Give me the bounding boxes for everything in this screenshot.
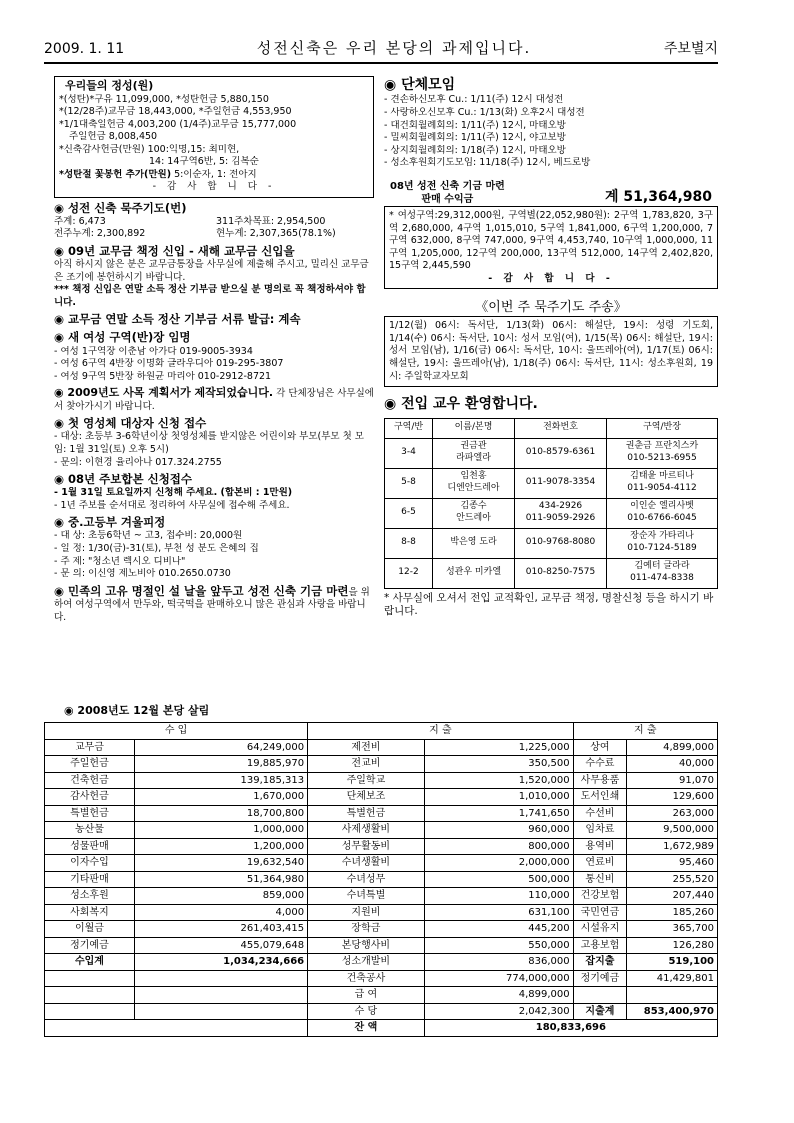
welcome-cell: 011-9078-3354 [515,468,607,498]
finance-balance-value: 180,833,696 [424,1020,717,1037]
fund-title: 08년 성전 신축 기금 마련 [390,180,505,192]
groups-item: - 성소후원회기도모임: 11/18(주) 12시, 베드로방 [384,157,591,169]
welcome-header-row [385,418,718,438]
finance-income-value: 1,670,000 [134,789,307,806]
prayer-cur-total: 현누계: 2,307,365(78.1%) [216,228,336,240]
finance-expense-label: 특별헌금 [308,805,425,822]
finance-income-head: 수 입 [45,723,308,740]
finance-row [45,805,718,822]
finance-expense-label: 본당행사비 [308,937,425,954]
finance-income-value: 19,632,540 [134,855,307,872]
newyear-body: 을 위하여 여성구역에서 만두와, 떡국떡을 판매하오니 많은 관심과 사랑을 바랍니다. [54,586,370,623]
offering-flower-line [59,169,369,182]
finance-expense-label [573,987,627,1004]
finance-expense-label: 급 여 [308,987,425,1004]
bulletin-item: - 1년 주보를 순서대로 정리하여 사무실에 접수해 주세요. [54,499,290,511]
rosary-body: 1/12(월) 06시: 독서단, 1/13(화) 06시: 해설단, 19시: 성령 기도회, 1/14(수) 06시: 독서단, 10시: 성서 모임(여), 1/15(목) 06시: 해설단, 19시: 성서 모임(남), 1/16(금) 06시: 독서단, 10시: 울뜨레아(여), 1/17(토) 06시: 해설단, 19시: 울뜨레아(남), 1/18(주) 06시: 독서단, 11시: 성소후원회, 19시: 주일학교자모회 [389,320,713,382]
fund-subtitle: 판매 수익금 [421,193,474,205]
welcome-row [385,468,718,498]
finance-expense-value: 1,010,000 [424,789,573,806]
welcome-col-head: 전화번호 [515,418,607,438]
finance-balance-label: 잔 액 [308,1020,425,1037]
offering-thanks: - 감 사 합 니 다 - [152,181,276,193]
finance-expense-value: 41,429,801 [627,970,718,987]
finance-expense-value: 500,000 [424,871,573,888]
welcome-cell: 8-8 [385,528,433,558]
finance-row [45,739,718,756]
finance-expense-label: 잡지출 [573,954,627,971]
offering-title: 우리들의 정성(원) [65,79,154,92]
finance-income-value: 18,700,800 [134,805,307,822]
finance-income-value: 64,249,000 [134,739,307,756]
finance-income-label: 성물판매 [45,838,135,855]
finance-expense-value: 631,100 [424,904,573,921]
finance-expense-label: 수수료 [573,756,627,773]
finance-expense-value: 853,400,970 [627,1003,718,1020]
welcome-cell: 김태윤 마르티나 011-9054-4112 [607,468,718,498]
communion-title: ◉ 첫 영성체 대상자 신청 접수 [54,416,207,431]
welcome-row [385,498,718,528]
header-right: 주보별지 [663,40,718,57]
groups-item: - 밀씨회월례회의: 1/11(주) 12시, 야고보방 [384,132,566,144]
dues-title: ◉ 09년 교무금 책정 신입 [54,244,185,258]
camp-item: - 대 상: 초등6학년 ~ 고3, 접수비: 20,000원 [54,530,243,542]
welcome-cell: 010-8250-7575 [515,558,607,588]
finance-expense-value: 4,899,000 [627,739,718,756]
finance-row [45,871,718,888]
finance-income-value: 455,079,648 [134,937,307,954]
finance-expense-value: 1,225,000 [424,739,573,756]
finance-row [45,937,718,954]
finance-income-label: 성소후원 [45,888,135,905]
finance-expense-label: 건축공사 [308,970,425,987]
finance-expense-label: 전교비 [308,756,425,773]
rosary-box [384,316,718,387]
offering-box [54,76,374,198]
finance-income-label: 기타판매 [45,871,135,888]
dues-title-rest: - 새해 교무금 신입을 [184,244,295,258]
finance-expense-label: 수녀특별 [308,888,425,905]
welcome-cell: 434-2926 011-9059-2926 [515,498,607,528]
fund-title-block [390,180,505,206]
finance-empty-cell [45,1020,308,1037]
finance-title: ◉ 2008년도 12월 본당 살림 [64,704,210,717]
finance-expense-value: 960,000 [424,822,573,839]
finance-income-label: 특별헌금 [45,805,135,822]
finance-expense-label: 연료비 [573,855,627,872]
welcome-row [385,438,718,468]
header-date: 2009. 1. 11 [44,40,125,57]
finance-expense-label: 정기예금 [573,970,627,987]
finance-income-value [134,987,307,1004]
newyear-notice [54,584,374,625]
finance-expense-label: 통신비 [573,871,627,888]
finance-expense-value: 1,741,650 [424,805,573,822]
offering-flower-label: *성탄절 꽃봉헌 추가(만원) [59,168,172,180]
welcome-cell: 권금관 라파엘라 [433,438,515,468]
welcome-cell: 김종수 안드레아 [433,498,515,528]
finance-expense-value: 774,000,000 [424,970,573,987]
finance-income-label: 이월금 [45,921,135,938]
welcome-title: ◉ 전입 교우 환영합니다. [384,396,538,413]
finance-expense-value: 1,672,989 [627,838,718,855]
finance-expense-value: 255,520 [627,871,718,888]
finance-expense-value: 365,700 [627,921,718,938]
plan-notice [54,386,374,413]
header-title: 성전신축은 우리 본당의 과제입니다. [256,39,532,58]
fund-total: 계 51,364,980 [605,188,712,205]
offering-line: 주일헌금 8,008,450 [69,131,158,143]
finance-expense-value: 110,000 [424,888,573,905]
leaders-title: ◉ 새 여성 구역(반)장 임명 [54,330,191,345]
fund-box [384,206,718,289]
finance-row [45,888,718,905]
offering-line: *1/1대축일헌금 4,003,200 (1/4주)교무금 15,777,000 [59,118,297,130]
welcome-cell: 12-2 [385,558,433,588]
finance-header-row [45,723,718,740]
finance-row [45,1020,718,1037]
communion-item: - 문의: 이현경 율리아나 017.324.2755 [54,456,222,468]
finance-expense-label: 수선비 [573,805,627,822]
dues-heading [54,244,374,259]
plan-rest: 각 단체장님은 사무실에서 찾아가시기 바랍니다. [54,388,374,412]
leaders-item: - 여성 9구역 5반장 하원균 마리아 010-2912-8721 [54,370,272,382]
fund-section [384,180,718,290]
finance-expense-value: 91,070 [627,772,718,789]
finance-expense-label: 지원비 [308,904,425,921]
finance-expense-label: 건강보험 [573,888,627,905]
offering-line: *(성탄)*구유 11,099,000, *성탄헌금 5,880,150 [59,93,269,105]
communion-item: - 대상: 초등부 3-6학년이상 첫영성체를 받지않은 어린이와 부모(부모 첫 모임: 1월 31일(토) 오후 5시) [54,431,364,455]
camp-item: - 주 제: "청소년 렉시오 디비나" [54,555,186,567]
finance-expense-label: 고용보험 [573,937,627,954]
groups-item: - 사랑하오신모후 Cu.: 1/13(화) 오후2시 대성전 [384,107,585,118]
finance-income-label: 감사헌금 [45,789,135,806]
finance-expense-label: 시설유지 [573,921,627,938]
finance-income-value: 19,885,970 [134,756,307,773]
finance-income-value: 4,000 [134,904,307,921]
welcome-cell: 김예터 글라라 011-474-8338 [607,558,718,588]
camp-title: ◉ 중.고등부 겨울피정 [54,515,166,530]
finance-row [45,822,718,839]
finance-income-value [134,970,307,987]
finance-expense-value: 836,000 [424,954,573,971]
prayer-goal: 311주차목표: 2,954,500 [216,215,326,227]
offering-line: 14: 14구역6반, 5: 김복순 [149,156,259,168]
groups-title: ◉ 단체모임 [384,77,456,93]
finance-income-label: 건축헌금 [45,772,135,789]
rosary-title: 《이번 주 묵주기도 주송》 [475,300,627,316]
finance-empty-cell [45,1003,135,1020]
finance-expense-value: 4,899,000 [424,987,573,1004]
finance-expense-value: 263,000 [627,805,718,822]
finance-expense-label: 임차료 [573,822,627,839]
finance-income-label: 이자수입 [45,855,135,872]
finance-expense-label: 사무용품 [573,772,627,789]
finance-row [45,756,718,773]
finance-income-label: 농산물 [45,822,135,839]
finance-expense-label: 사제생활비 [308,822,425,839]
finance-income-value: 139,185,313 [134,772,307,789]
finance-expense-value: 9,500,000 [627,822,718,839]
finance-expense-label: 국민연금 [573,904,627,921]
finance-income-label: 사회복지 [45,904,135,921]
finance-expense-value: 445,200 [424,921,573,938]
welcome-cell: 5-8 [385,468,433,498]
finance-expense-label: 용역비 [573,838,627,855]
welcome-cell: 임천홍 디엔안드레아 [433,468,515,498]
finance-income-label: 주일헌금 [45,756,135,773]
newyear-title: ◉ 민족의 고유 명절인 설 날을 앞두고 성전 신축 기금 마련 [54,583,349,598]
prayer-title: ◉ 성전 신축 묵주기도(번) [54,200,187,215]
finance-expense-value: 40,000 [627,756,718,773]
finance-expense-label: 제전비 [308,739,425,756]
dues-note: *** 책정 신입은 연말 소득 정산 기부금 받으실 분 명의로 꼭 책정하셔야 합니다. [54,284,366,308]
welcome-col-head: 구역/반장 [607,418,718,438]
bulletin-item: - 1월 31일 토요일까지 신청해 주세요. (합본비 : 1만원) [54,487,293,499]
finance-income-total: 1,034,234,666 [134,954,307,971]
finance-expense-label: 도서인쇄 [573,789,627,806]
finance-empty-cell [134,1003,307,1020]
finance-row [45,838,718,855]
finance-expense-value [627,987,718,1004]
offering-flower-rest: 5:이순자, 1: 전아지 [171,168,257,180]
groups-item: - 견손하신모후 Cu.: 1/11(주) 12시 대성전 [384,94,564,106]
finance-expense-value: 550,000 [424,937,573,954]
receipt-title: ◉ 교무금 연말 소득 정산 기부금 서류 발급: 계속 [54,312,301,327]
welcome-col-head: 구역/반 [385,418,433,438]
finance-expense-label: 수 당 [308,1003,425,1020]
finance-expense-value: 800,000 [424,838,573,855]
welcome-cell: 이인순 엘리사벳 010-6766-6045 [607,498,718,528]
prayer-stats [54,216,374,241]
finance-income-label [45,987,135,1004]
finance-row [45,855,718,872]
finance-income-label [45,970,135,987]
camp-item: - 일 정: 1/30(금)-31(토), 부천 성 분도 은혜의 집 [54,543,259,554]
finance-expense-value: 207,440 [627,888,718,905]
finance-income-value: 1,200,000 [134,838,307,855]
prayer-prev-total: 전주누계: 2,300,892 [54,228,146,240]
finance-expense-value: 519,100 [627,954,718,971]
welcome-cell: 010-9768-8080 [515,528,607,558]
left-column [54,76,374,624]
finance-income-value: 1,000,000 [134,822,307,839]
leaders-item: - 여성 1구역장 이춘남 아가다 019-9005-3934 [54,345,253,357]
welcome-cell: 6-5 [385,498,433,528]
welcome-cell: 장순자 가타리나 010-7124-5189 [607,528,718,558]
welcome-col-head: 이름/본명 [433,418,515,438]
welcome-cell: 3-4 [385,438,433,468]
fund-body: * 여성구역:29,312,000원, 구역별(22,052,980원): 2구역 1,783,820, 3구역 2,680,000, 4구역 1,015,010, 5구역 1,841,000, 6구역 1,200,000, 7구역 632,000, 8구역 747,000, 9구역 4,453,740, 10구역 1,000,000, 11구역 1,205,000, 12구역 200,000, 13구역 512,000, 14구역 2,402,820, 15구역 2,445,590 [389,210,713,272]
finance-row [45,1003,718,1020]
finance-expense-value: 350,500 [424,756,573,773]
dues-body: 아직 하시지 않은 분은 교무금통장을 사무실에 제출해 주시고, 밀리신 교무금은 조기에 봉헌하시기 바랍니다. [54,259,369,283]
finance-expense-value: 95,460 [627,855,718,872]
page-header [44,36,718,64]
finance-expense-value: 126,280 [627,937,718,954]
prayer-week: 주계: 6,473 [54,215,106,227]
finance-expense-label: 주일학교 [308,772,425,789]
finance-expense-label: 상여 [573,739,627,756]
finance-expense-label: 수녀성무 [308,871,425,888]
welcome-table [384,418,718,589]
finance-expense-label: 성무활동비 [308,838,425,855]
finance-expense-label: 수녀생활비 [308,855,425,872]
fund-header [384,180,718,206]
finance-income-value: 859,000 [134,888,307,905]
fund-thanks: - 감 사 합 니 다 - [488,272,614,284]
finance-expense-value: 1,520,000 [424,772,573,789]
right-column [384,76,718,619]
offering-line: *신축감사헌금(만원) 100:익명,15: 최미현, [59,143,240,155]
finance-table [44,722,718,1037]
finance-expense-label: 단체보조 [308,789,425,806]
finance-row [45,987,718,1004]
finance-income-value: 51,364,980 [134,871,307,888]
groups-item: - 대건회월례회의: 1/11(주) 12시, 마태오방 [384,119,566,131]
offering-line: *(12/28주)교무금 18,443,000, *주일헌금 4,553,950 [59,106,292,118]
welcome-row [385,558,718,588]
welcome-note: * 사무실에 오셔서 전입 교적확인, 교무금 책정, 명찰신청 등을 하시기 바랍니다. [384,591,714,618]
finance-row [45,904,718,921]
finance-income-label: 교무금 [45,739,135,756]
finance-income-value: 261,403,415 [134,921,307,938]
finance-row [45,954,718,971]
finance-row [45,970,718,987]
plan-title: ◉ 2009년도 사목 계획서가 제작되었습니다. [54,386,274,400]
finance-expense-value: 2,000,000 [424,855,573,872]
welcome-row [385,528,718,558]
finance-expense-label: 성소개발비 [308,954,425,971]
finance-expense-value: 185,260 [627,904,718,921]
welcome-cell: 박은영 도라 [433,528,515,558]
finance-income-total-label: 수입계 [45,954,135,971]
leaders-item: - 여성 6구역 4반장 이명화 글라우디아 019-295-3807 [54,358,284,370]
finance-row [45,772,718,789]
welcome-cell: 권춘금 프란치스카 010-5213-6955 [607,438,718,468]
finance-row [45,921,718,938]
finance-income-label: 정기예금 [45,937,135,954]
bulletin-title: ◉ 08년 주보합본 신청접수 [54,472,193,487]
finance-row [45,789,718,806]
finance-expense-head: 지 출 [308,723,573,740]
camp-item: - 문 의: 이신영 제노비아 010.2650.0730 [54,568,231,580]
finance-expense-label: 장학금 [308,921,425,938]
finance-expense-label: 지출계 [573,1003,627,1020]
finance-expense-head: 지 출 [573,723,717,740]
welcome-cell: 성관우 미카엘 [433,558,515,588]
finance-expense-value: 2,042,300 [424,1003,573,1020]
groups-item: - 상지회월례회의: 1/18(주) 12시, 마태오방 [384,144,566,156]
finance-expense-value: 129,600 [627,789,718,806]
welcome-cell: 010-8579-6361 [515,438,607,468]
